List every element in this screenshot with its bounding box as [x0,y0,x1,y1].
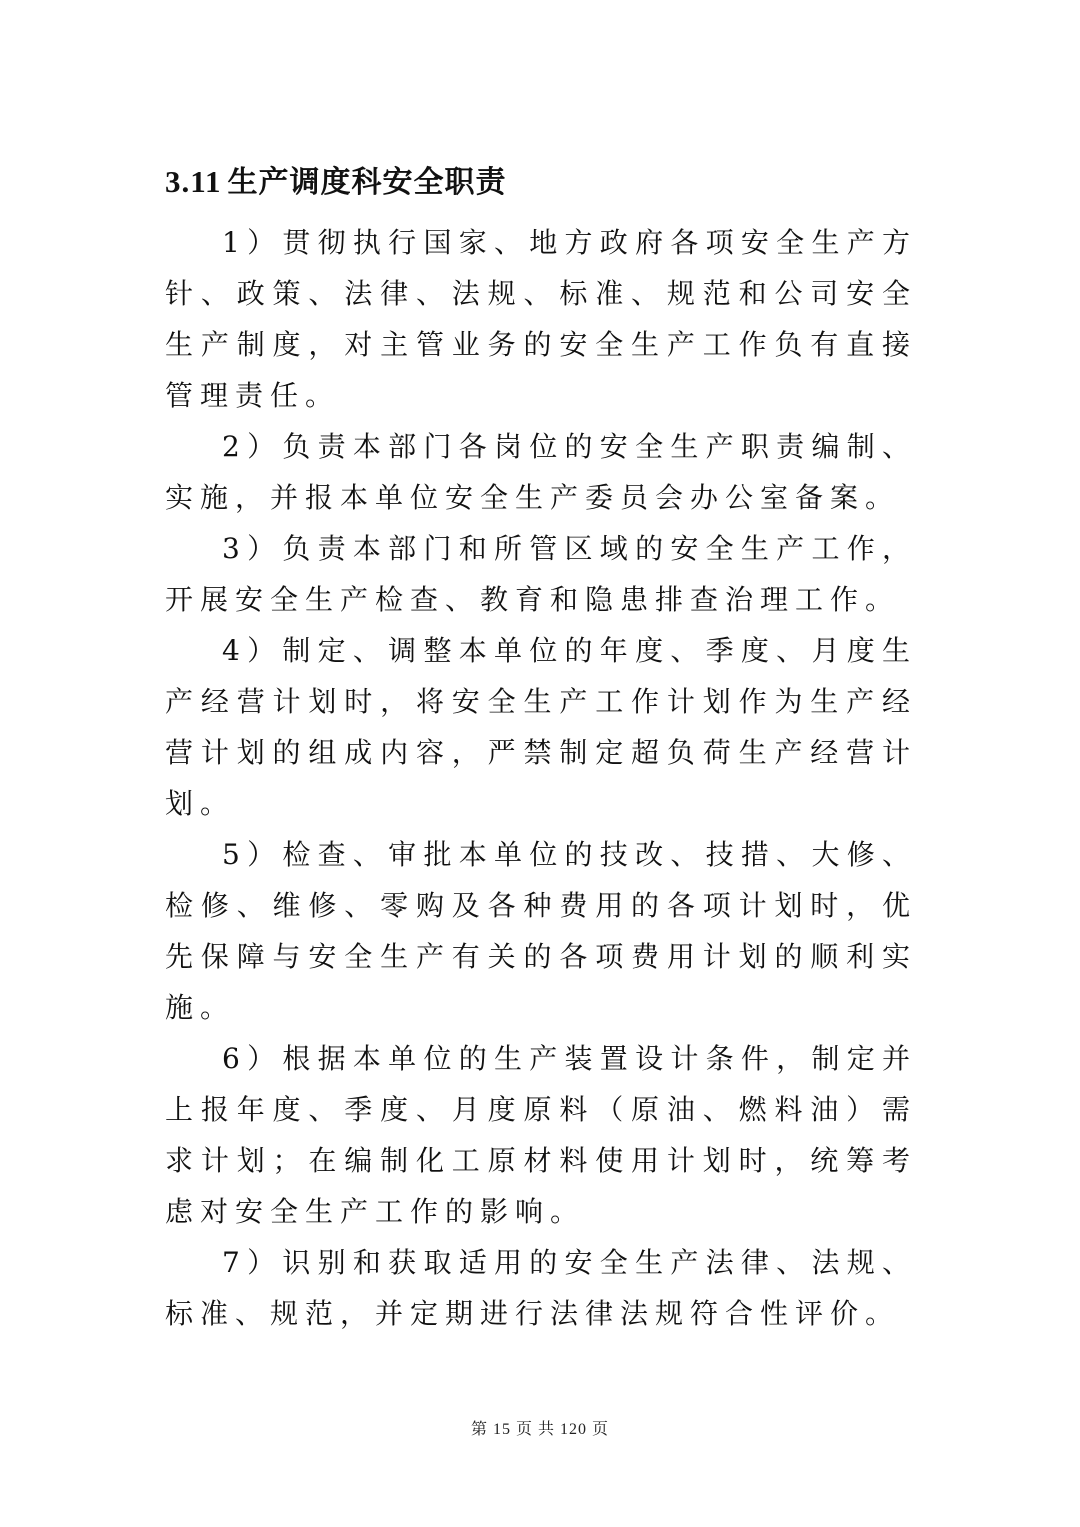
paragraph-6: 6）根据本单位的生产装置设计条件，制定并上报年度、季度、月度原料（原油、燃料油）需求计划；在编制化工原材料使用计划时，统筹考虑对安全生产工作的影响。 [165,1042,917,1228]
paragraph-2: 2）负责本部门各岗位的安全生产职责编制、实施，并报本单位安全生产委员会办公室备案。 [165,430,917,514]
page-content [165,160,917,1339]
section-heading [165,160,917,205]
paragraph-4: 4）制定、调整本单位的年度、季度、月度生产经营计划时，将安全生产工作计划作为生产经营计划的组成内容，严禁制定超负荷生产经营计划。 [165,634,917,820]
paragraph-7: 7）识别和获取适用的安全生产法律、法规、标准、规范，并定期进行法律法规符合性评价。 [165,1246,917,1330]
paragraph-5: 5）检查、审批本单位的技改、技措、大修、检修、维修、零购及各种费用的各项计划时，优先保障与安全生产有关的各项费用计划的顺利实施。 [165,838,917,1024]
section-number: 3.11 [165,164,222,199]
page-footer: 第 15 页 共 120 页 [470,1421,609,1438]
paragraph-3: 3）负责本部门和所管区域的安全生产工作，开展安全生产检查、教育和隐患排查治理工作。 [165,532,917,616]
section-title: 生产调度科安全职责 [227,165,507,200]
paragraph-1: 1）贯彻执行国家、地方政府各项安全生产方针、政策、法律、法规、标准、规范和公司安全生产制度，对主管业务的安全生产工作负有直接管理责任。 [165,226,917,412]
